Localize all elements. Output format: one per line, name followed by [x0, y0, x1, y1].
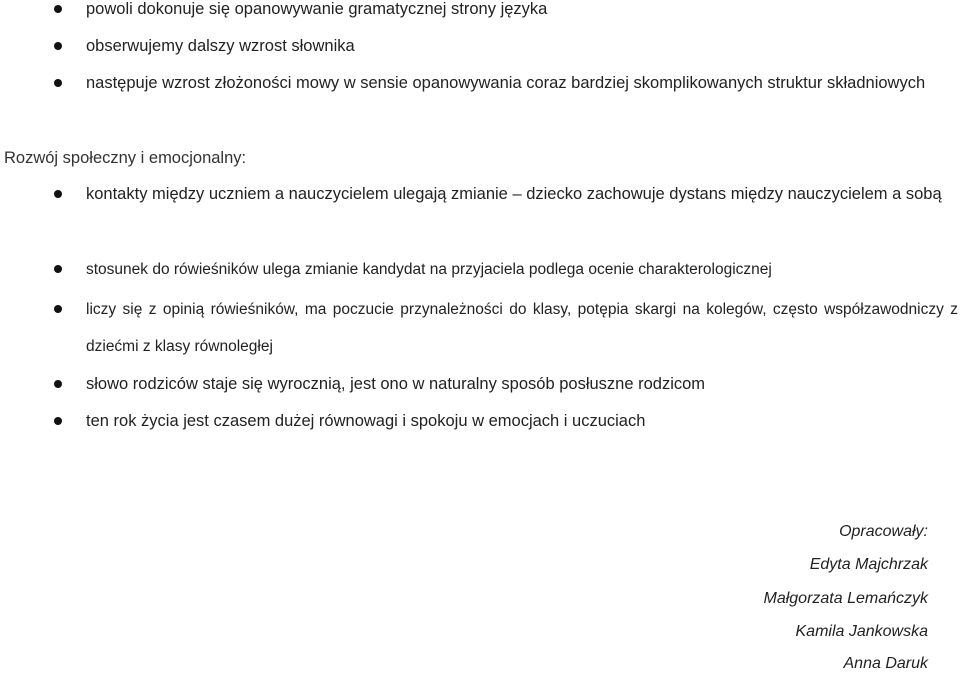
list-item-text: następuje wzrost złożoności mowy w sensie opanowywania coraz bardziej skomplikowanych struktur składniowych: [86, 74, 926, 92]
author-name: Edyta Majchrzak: [809, 556, 928, 573]
bullet-icon: [54, 42, 62, 50]
bullet-icon: [54, 380, 62, 388]
section-heading: Rozwój społeczny i emocjonalny:: [4, 149, 247, 167]
author-name: Małgorzata Lemańczyk: [763, 590, 928, 607]
bullet-icon: [54, 305, 62, 313]
bullet-icon: [54, 5, 62, 13]
bullet-icon: [54, 190, 62, 198]
list-item-text: obserwujemy dalszy wzrost słownika: [86, 37, 355, 55]
list-item-text: ten rok życia jest czasem dużej równowagi i spokoju w emocjach i uczuciach: [86, 412, 646, 430]
bullet-icon: [54, 265, 62, 273]
list-item-text: liczy się z opinią rówieśników, ma poczucie przynależności do klasy, potępia skargi na kolegów, często współzawodniczy z dziećmi z klasy równoległej: [86, 301, 958, 355]
bullet-icon: [54, 417, 62, 425]
list-item-text: kontakty między uczniem a nauczycielem ulegają zmianie – dziecko zachowuje dystans między nauczycielem a sobą: [86, 185, 942, 203]
signature-label: Opracowały:: [839, 523, 928, 540]
bullet-icon: [54, 79, 62, 87]
author-name: Kamila Jankowska: [795, 623, 928, 640]
list-item-text: słowo rodziców staje się wyrocznią, jest ono w naturalny sposób posłuszne rodzicom: [86, 375, 706, 393]
list-item-text: powoli dokonuje się opanowywanie gramatycznej strony języka: [86, 0, 548, 18]
author-name: Anna Daruk: [843, 655, 928, 672]
list-item-text: stosunek do rówieśników ulega zmianie kandydat na przyjaciela podlega ocenie charakterologicznej: [86, 261, 772, 278]
